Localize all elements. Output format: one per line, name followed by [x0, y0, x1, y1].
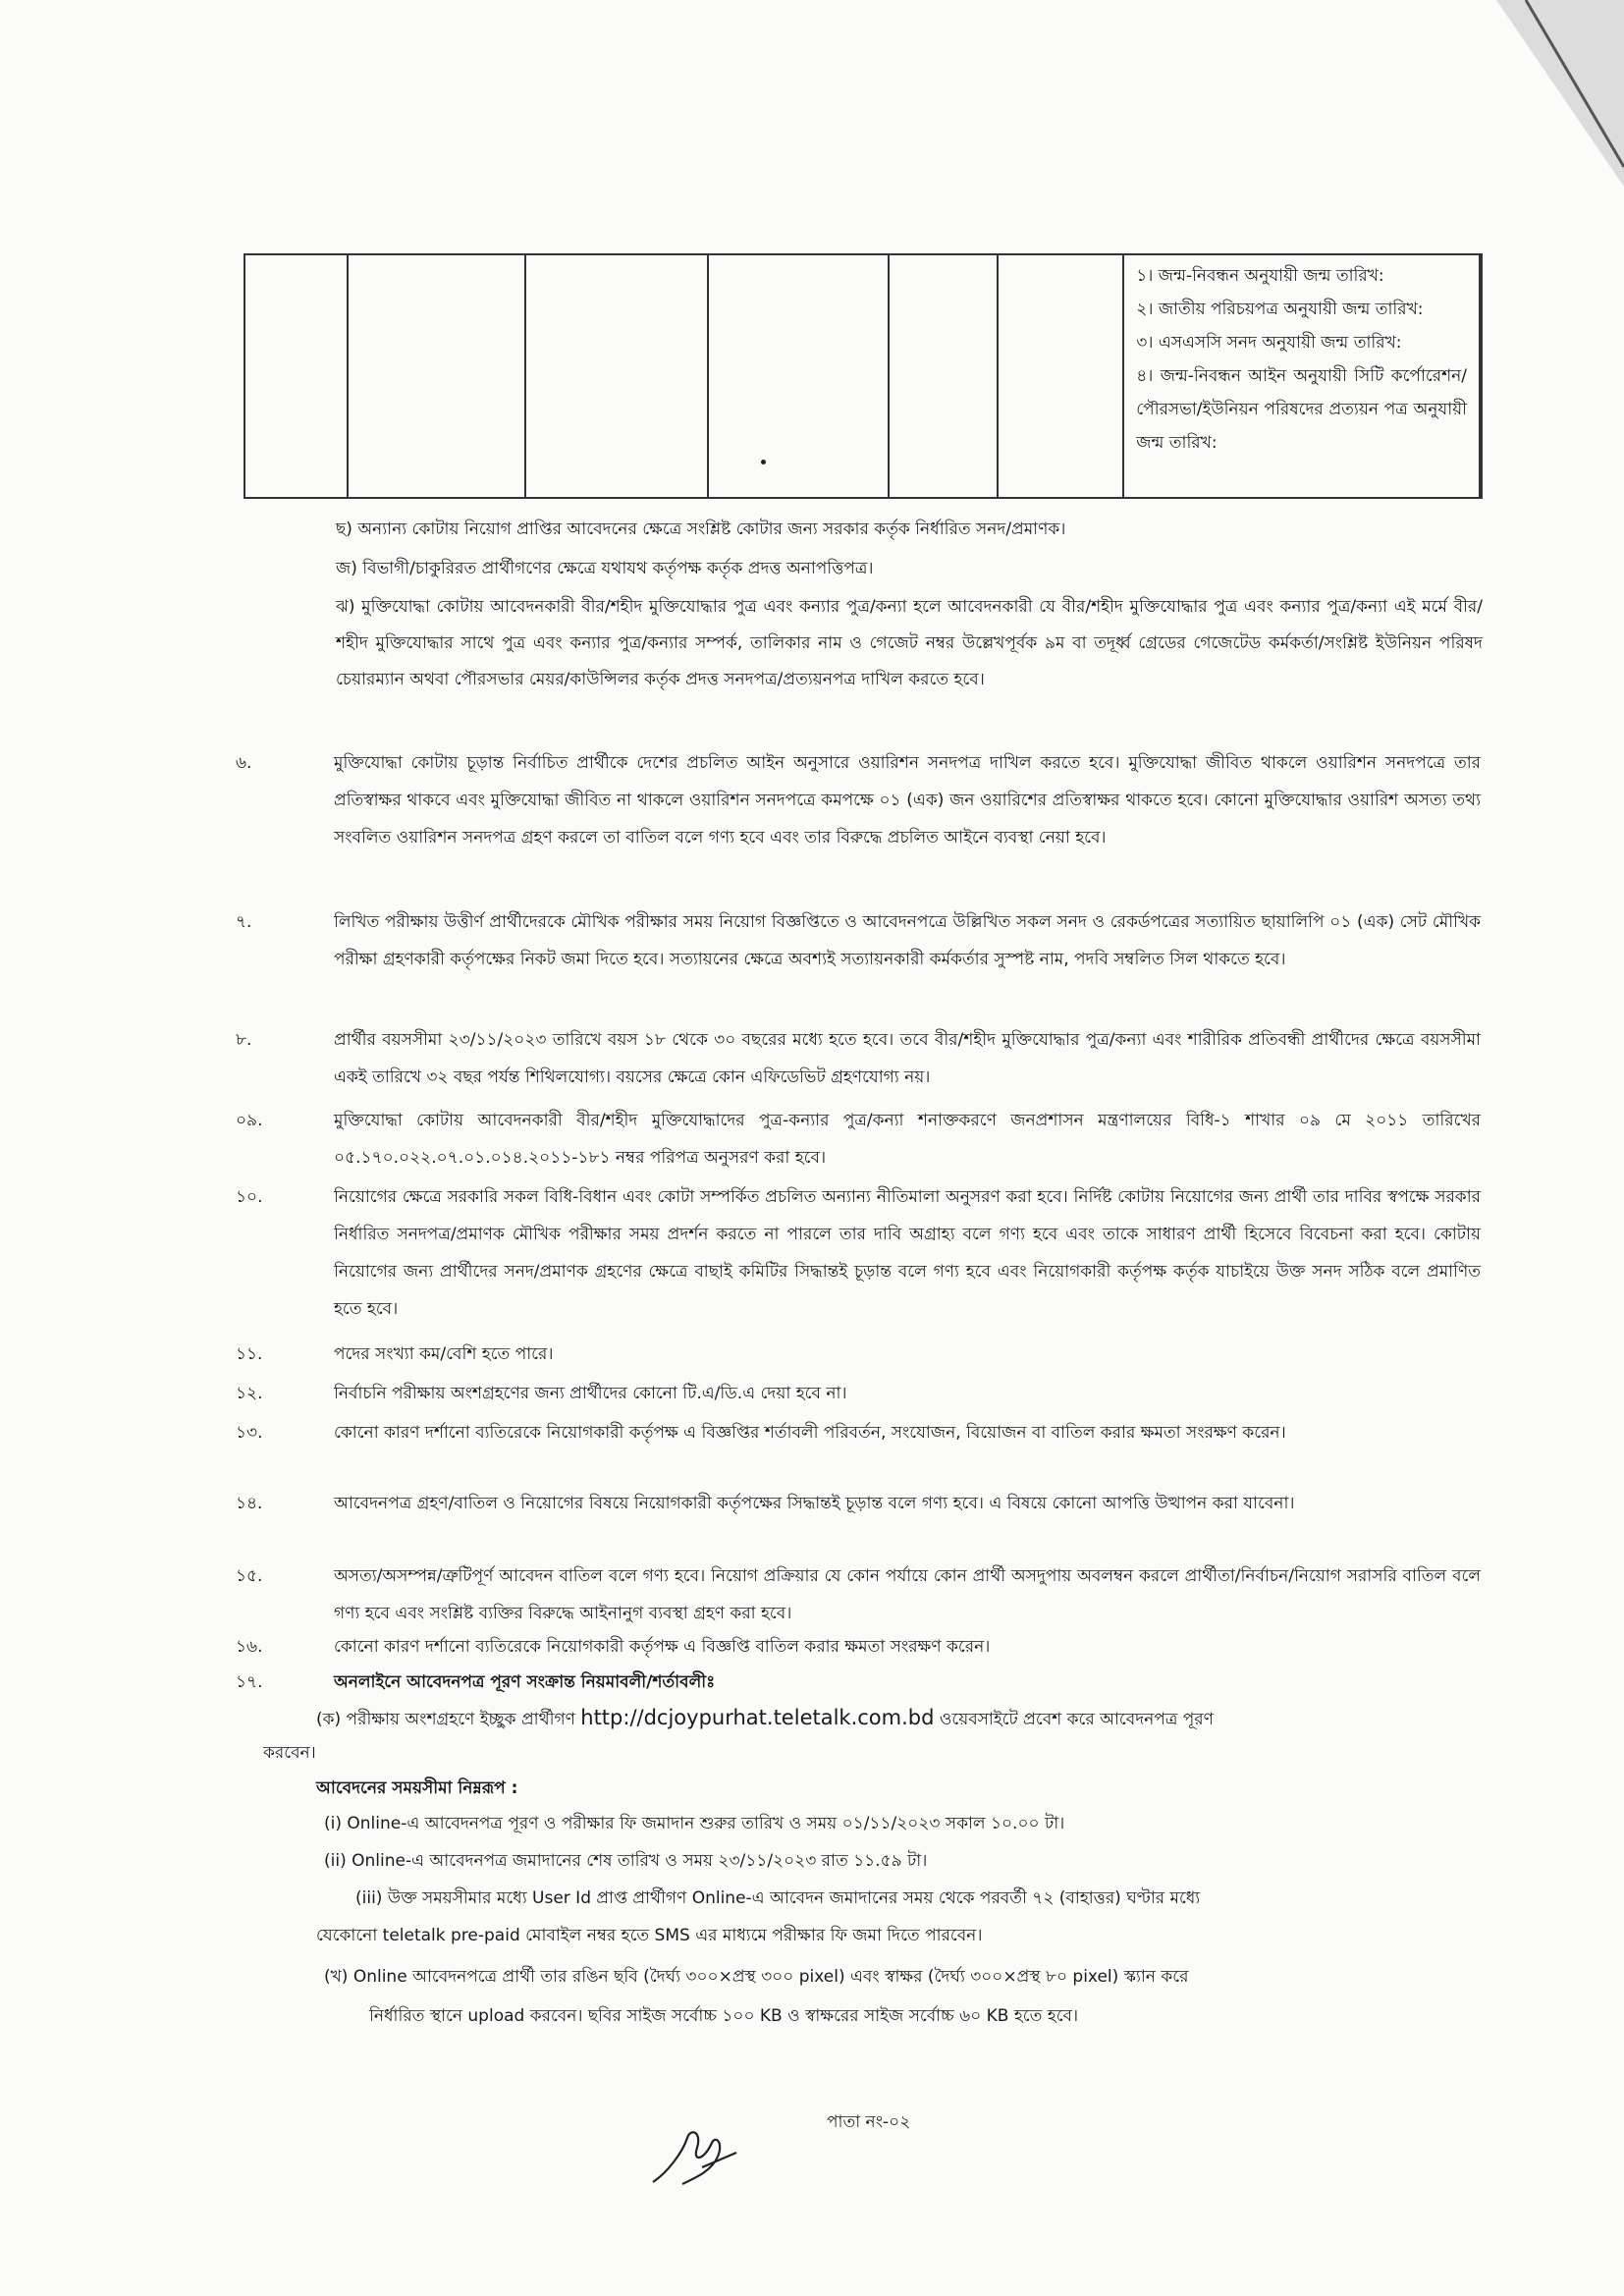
- table-cell: [349, 255, 526, 497]
- clause-9: ০৯. মুক্তিযোদ্ধা কোটায় আবেদনকারী বীর/শহীদ মুক্তিযোদ্ধাদের পুত্র-কন্যার পুত্র/কন্যা শনাক্তকরণে জনপ্রশাসন মন্ত্রণালয়ের বিধি-১ শাখার ০৯ মে ২০১১ তারিখের ০৫.১৭০.০২২.০৭.০১.০১৪.২০১১-১৮১ নম্বর পরিপত্র অনুসরণ করা হবে।: [236, 1111, 1481, 1168]
- sub-item-chha: ছ) অন্যান্য কোটায় নিয়োগ প্রাপ্তির আবেদনের ক্ষেত্রে সংশ্লিষ্ট কোটার জন্য সরকার কর্তৃক নির্ধারিত সনদ/প্রমাণক।: [336, 519, 1066, 539]
- clause-16: ১৬. কোনো কারণ দর্শানো ব্যতিরেকে নিয়োগকারী কর্তৃপক্ষ এ বিজ্ঞপ্তি বাতিল করার ক্ষমতা সংরক্ষণ করেন।: [236, 1637, 991, 1657]
- clause-17: ১৭. অনলাইনে আবেদনপত্র পূরণ সংক্রান্ত নিয়মাবলী/শর্তাবলীঃ: [236, 1672, 716, 1692]
- dob-item: ৪। জন্ম-নিবন্ধন আইন অনুযায়ী সিটি কর্পোরেশন/পৌরসভা/ইউনিয়ন পরিষদের প্রত্যয়ন পত্র অনুযায়ী জন্ম তারিখ:: [1136, 366, 1468, 453]
- deadline-ii: (ii) Online-এ আবেদনপত্র জমাদানের শেষ তারিখ ও সময় ২৩/১১/২০২৩ রাত ১১.৫৯ টা।: [324, 1851, 928, 1871]
- clause-14: ১৪. আবেদনপত্র গ্রহণ/বাতিল ও নিয়োগের বিষয়ে নিয়োগকারী কর্তৃপক্ষের সিদ্ধান্তই চূড়ান্ত বলে গণ্য হবে। এ বিষয়ে কোনো আপত্তি উত্থাপন করা যাবেনা।: [236, 1494, 1295, 1513]
- online-ka: (ক) পরীক্ষায় অংশগ্রহণে ইচ্ছুক প্রার্থীগণ http://dcjoypurhat.teletalk.com.bd ওয়েবসাইটে প্রবেশ করে আবেদনপত্র পূরণ: [316, 1706, 1214, 1729]
- sub-item-ja: জ) বিভাগী/চাকুরিরত প্রার্থীগণের ক্ষেত্রে যথাযথ কর্তৃপক্ষ কর্তৃক প্রদত্ত অনাপত্তিপত্র।: [336, 559, 874, 578]
- deadline-heading: আবেদনের সময়সীমা নিম্নরূপ :: [316, 1778, 518, 1798]
- clause-13: ১৩. কোনো কারণ দর্শানো ব্যতিরেকে নিয়োগকারী কর্তৃপক্ষ এ বিজ্ঞপ্তির শর্তাবলী পরিবর্তন, সংযোজন, বিয়োজন বা বাতিল করার ক্ষমতা সংরক্ষণ করেন।: [236, 1423, 1286, 1443]
- clause-12: ১২. নির্বাচনি পরীক্ষায় অংশগ্রহণের জন্য প্রার্থীদের কোনো টি.এ/ডি.এ দেয়া হবে না।: [236, 1384, 847, 1403]
- table-cell: [526, 255, 709, 497]
- ink-dot: [761, 460, 766, 465]
- online-kha: (খ) Online আবেদনপত্রে প্রার্থী তার রঙিন ছবি (দৈর্ঘ্য ৩০০×প্রস্থ ৩০০ pixel) এবং স্বাক্ষর (দৈর্ঘ্য ৩০০×প্রস্থ ৮০ pixel) স্ক্যান করে: [324, 1967, 1189, 1987]
- table-cell: [890, 255, 999, 497]
- online-kha-cont: নির্ধারিত স্থানে upload করবেন। ছবির সাইজ সর্বোচ্চ ১০০ KB ও স্বাক্ষরের সাইজ সর্বোচ্চ ৬০ KB হতে হবে।: [369, 2006, 1079, 2026]
- clause-11: ১১. পদের সংখ্যা কম/বেশি হতে পারে।: [236, 1344, 554, 1364]
- deadline-iii: (iii) উক্ত সময়সীমার মধ্যে User Id প্রাপ্ত প্রার্থীগণ Online-এ আবেদন জমাদানের সময় থেকে পরবর্তী ৭২ (বাহাত্তর) ঘণ্টার মধ্যে: [355, 1888, 1201, 1908]
- clause-15: ১৫. অসত্য/অসম্পন্ন/ত্রুটিপূর্ণ আবেদন বাতিল বলে গণ্য হবে। নিয়োগ প্রক্রিয়ার যে কোন পর্যায়ে কোন প্রার্থী অসদুপায় অবলম্বন করলে প্রার্থীতা/নির্বাচন/নিয়োগ সরাসরি বাতিল বলে গণ্য হবে এবং সংশ্লিষ্ট ব্যক্তির বিরুদ্ধে আইনানুগ ব্যবস্থা গ্রহণ করা হবে।: [236, 1566, 1481, 1623]
- clause-6: ৬. মুক্তিযোদ্ধা কোটায় চূড়ান্ত নির্বাচিত প্রার্থীকে দেশের প্রচলিত আইন অনুসারে ওয়ারিশন সনদপত্র দাখিল করতে হবে। মুক্তিযোদ্ধা জীবিত থাকলে ওয়ারিশন সনদপত্রে তার প্রতিস্বাক্ষর থাকবে এবং মুক্তিযোদ্ধা জীবিত না থাকলে ওয়ারিশন সনদপত্রে কমপক্ষে ০১ (এক) জন ওয়ারিশের প্রতিস্বাক্ষর থাকতে হবে। কোনো মুক্তিযোদ্ধার ওয়ারিশ অসত্য তথ্য সংবলিত ওয়ারিশন সনদপত্র গ্রহণ করলে তা বাতিল বলে গণ্য হবে এবং তার বিরুদ্ধে প্রচলিত আইনে ব্যবস্থা নেয়া হবে।: [236, 753, 1481, 847]
- dob-table: [244, 253, 1483, 499]
- application-url[interactable]: http://dcjoypurhat.teletalk.com.bd: [580, 1706, 935, 1729]
- dob-cell: [1124, 255, 1481, 497]
- online-ka-cont: করবেন।: [263, 1743, 316, 1763]
- page-corner-fold: [1496, 0, 1624, 187]
- table-cell: [999, 255, 1124, 497]
- deadline-i: (i) Online-এ আবেদনপত্র পূরণ ও পরীক্ষার ফি জমাদান শুরুর তারিখ ও সময় ০১/১১/২০২৩ সকাল ১০.০০ টা।: [324, 1814, 1065, 1833]
- dob-item: ২। জাতীয় পরিচয়পত্র অনুযায়ী জন্ম তারিখ:: [1136, 300, 1424, 319]
- sub-item-jha: ঝ) মুক্তিযোদ্ধা কোটায় আবেদনকারী বীর/শহীদ মুক্তিযোদ্ধার পুত্র এবং কন্যার পুত্র/কন্যা হলে আবেদনকারী যে বীর/শহীদ মুক্তিযোদ্ধার পুত্র এবং কন্যার পুত্র/কন্যা এই মর্মে বীর/শহীদ মুক্তিযোদ্ধার সাথে পুত্র এবং কন্যার পুত্র/কন্যার সম্পর্ক, তালিকার নাম ও গেজেট নম্বর উল্লেখপূর্বক ৯ম বা তদূর্ধ্ব গ্রেডের গেজেটেড কর্মকর্তা/সংশ্লিষ্ট ইউনিয়ন পরিষদ চেয়ারম্যান অথবা পৌরসভার মেয়র/কাউন্সিলর কর্তৃক প্রদত্ত সনদপত্র/প্রত্যয়নপত্র দাখিল করতে হবে।: [336, 597, 1483, 689]
- deadline-iii-cont: যেকোনো teletalk pre-paid মোবাইল নম্বর হতে SMS এর মাধ্যমে পরীক্ষার ফি জমা দিতে পারবেন।: [316, 1926, 983, 1945]
- dob-item: ৩। এসএসসি সনদ অনুযায়ী জন্ম তারিখ:: [1136, 333, 1402, 353]
- clause-8: ৮. প্রার্থীর বয়সসীমা ২৩/১১/২০২৩ তারিখে বয়স ১৮ থেকে ৩০ বছরের মধ্যে হতে হবে। তবে বীর/শহীদ মুক্তিযোদ্ধার পুত্র/কন্যা এবং শারীরিক প্রতিবন্ধী প্রার্থীদের ক্ষেত্রে বয়সসীমা একই তারিখে ৩২ বছর পর্যন্ত শিথিলযোগ্য। বয়সের ক্ষেত্রে কোন এফিডেভিট গ্রহণযোগ্য নয়।: [236, 1030, 1481, 1087]
- clause-10: ১০. নিয়োগের ক্ষেত্রে সরকারি সকল বিধি-বিধান এবং কোটা সম্পর্কিত প্রচলিত অন্যান্য নীতিমালা অনুসরণ করা হবে। নির্দিষ্ট কোটায় নিয়োগের জন্য প্রার্থী তার দাবির স্বপক্ষে সরকার নির্ধারিত সনদপত্র/প্রমাণক মৌখিক পরীক্ষার সময় প্রদর্শন করতে না পারলে তার দাবি অগ্রাহ্য বলে গণ্য হবে এবং তাকে সাধারণ প্রার্থী হিসেবে বিবেচনা করা হবে। কোটায় নিয়োগের জন্য প্রার্থীদের সনদ/প্রমাণক গ্রহণের ক্ষেত্রে বাছাই কমিটির সিদ্ধান্তই চূড়ান্ত বলে গণ্য হবে এবং নিয়োগকারী কর্তৃপক্ষ কর্তৃক যাচাইয়ে উক্ত সনদ সঠিক বলে প্রমাণিত হতে হবে।: [236, 1187, 1481, 1319]
- table-cell: [709, 255, 890, 497]
- clause-7: ৭. লিখিত পরীক্ষায় উত্তীর্ণ প্রার্থীদেরকে মৌখিক পরীক্ষার সময় নিয়োগ বিজ্ঞপ্তিতে ও আবেদনপত্রে উল্লিখিত সকল সনদ ও রেকর্ডপত্রের সত্যায়িত ছায়ালিপি ০১ (এক) সেট মৌখিক পরীক্ষা গ্রহণকারী কর্তৃপক্ষের নিকট জমা দিতে হবে। সত্যায়নের ক্ষেত্রে অবশ্যই সত্যায়নকারী কর্মকর্তার সুস্পষ্ট নাম, পদবি সম্বলিত সিল থাকতে হবে।: [236, 912, 1481, 969]
- table-cell: [245, 255, 349, 497]
- dob-item: ১। জন্ম-নিবন্ধন অনুযায়ী জন্ম তারিখ:: [1136, 266, 1384, 286]
- signature-icon: [643, 2123, 751, 2192]
- page-number: পাতা নং-০২: [827, 2112, 911, 2132]
